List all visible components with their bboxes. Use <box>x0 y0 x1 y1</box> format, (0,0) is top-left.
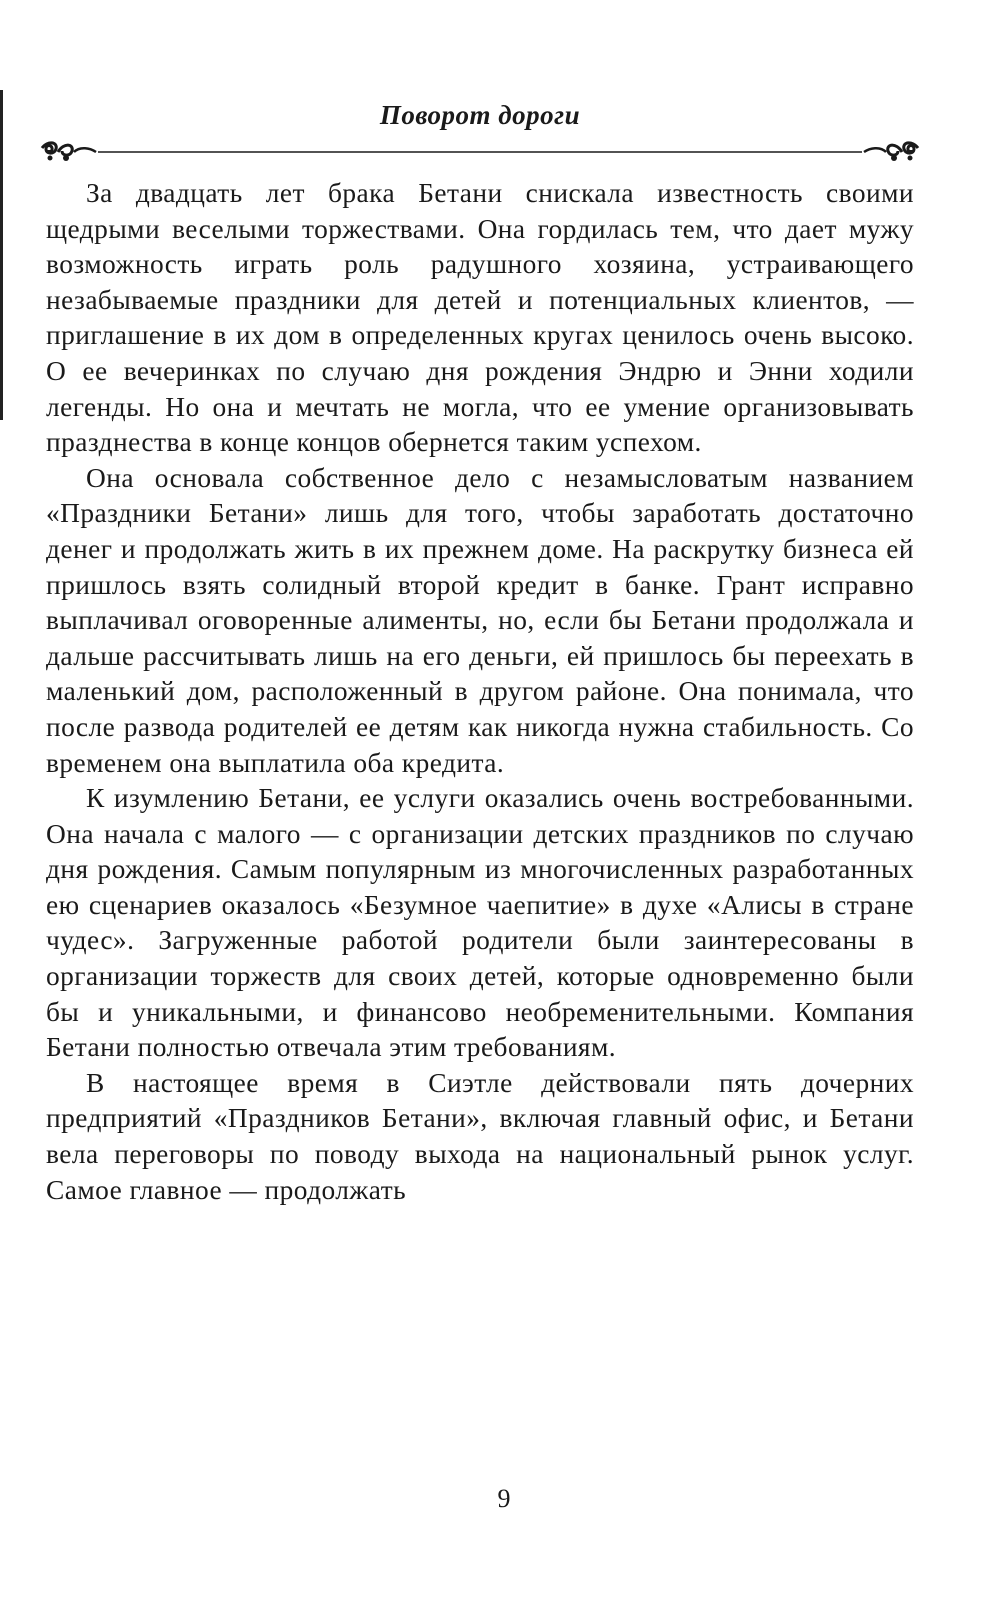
page-header <box>40 100 920 160</box>
decorative-rule <box>40 138 920 164</box>
paragraph-2: Она основала собственное дело с незамысловатым названием «Праздники Бетани» лишь для того, чтобы заработать достаточно денег и продолжать жить в их прежнем доме. На раскрутку бизнеса ей пришлось взять солидный второй кредит в банке. Грант исправно выплачивал оговоренные алименты, но, если бы Бетани продолжала и дальше рассчитывать лишь на его деньги, ей пришлось бы переехать в маленький дом, расположенный в другом районе. Она понимала, что после развода родителей ее детям как никогда нужна стабильность. Со временем она выплатила оба кредита. <box>46 462 914 778</box>
paragraph-3: К изумлению Бетани, ее услуги оказались очень востребованными. Она начала с малого — с организации детских праздников по случаю дня рождения. Самым популярным из многочисленных разработанных ею сценариев оказалось «Безумное чаепитие» в духе «Алисы в стране чудес». Загруженные работой родители были заинтересованы в организации торжеств для своих детей, которые одновременно были бы и уникальными, и финансово необременительными. Компания Бетани полностью отвечала этим требованиям. <box>46 783 914 1063</box>
running-title: Поворот дороги <box>379 100 581 130</box>
right-flourish-icon <box>864 143 918 161</box>
page-number: 9 <box>497 1484 511 1513</box>
paragraph-1: За двадцать лет брака Бетани снискала известность своими щедрыми веселыми торжествами. Она гордилась тем, что дает мужу возможность играть роль радушного хозяина, устраивающего незабываемые праздники для детей и потенциальных клиентов, — приглашение в их дом в определенных кругах ценилось очень высоко. О ее вечеринках по случаю дня рождения Эндрю и Энни ходили легенды. Но она и мечтать не могла, что ее умение организовывать празднества в конце концов обернется таким успехом. <box>46 178 914 458</box>
left-flourish-icon <box>42 143 96 161</box>
scan-edge-mark <box>0 90 3 420</box>
paragraph-4: В настоящее время в Сиэтле действовали пять дочерних предприятий «Праздников Бетани», включая главный офис, и Бетани вела переговоры по поводу выхода на национальный рынок услуг. Самое главное — продолжать <box>46 1067 914 1205</box>
page-body <box>46 176 914 1208</box>
